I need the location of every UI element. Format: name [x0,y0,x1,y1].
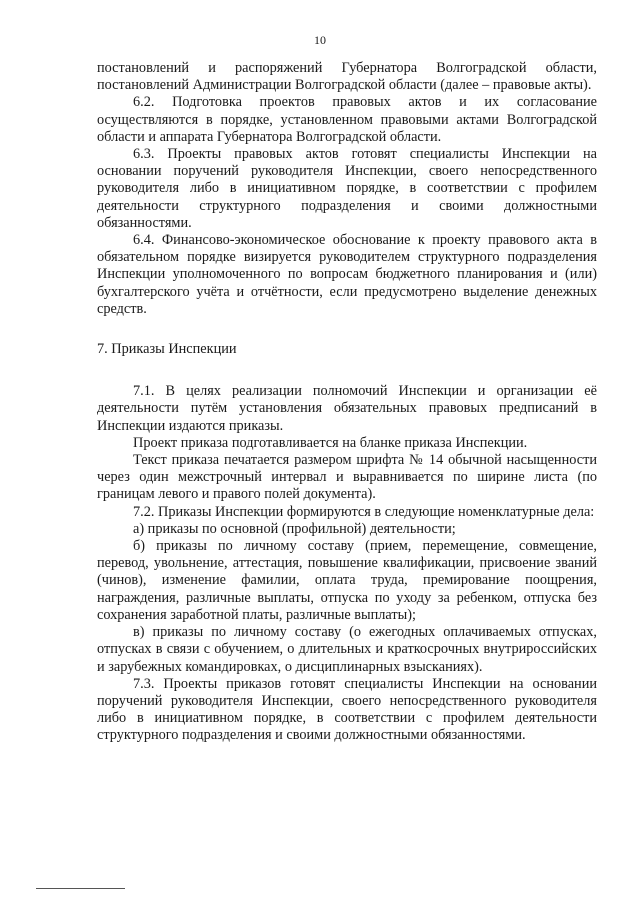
paragraph: 7.3. Проекты приказов готовят специалисты Инспекции на основании поручений руководителя Инспекции, своего непосредственного руководителя либо в инициативном порядке, в соответствии с профилем деятельности структурного подразделения и своими должностными обязанностями. [97,675,597,744]
footnote-separator [36,888,125,889]
list-item: а) приказы по основной (профильной) деятельности; [133,520,456,537]
list-item: в) приказы по личному составу (о ежегодных оплачиваемых отпусках, отпусках в связи с обучением, о длительных и краткосрочных внутрироссийских и зарубежных командировках, о дисциплинарных взысканиях). [97,624,597,675]
paragraph: Проект приказа подготавливается на бланке приказа Инспекции. [133,434,528,451]
section-heading: 7. Приказы Инспекции [97,341,237,358]
paragraph: 6.4. Финансово-экономическое обоснование к проекту правового акта в обязательном порядке визируется руководителем структурного подразделения Инспекции уполномоченного по вопросам бюджетного планирования и (или) бухгалтерского учёта и отчётности, если предусмотрено выделение денежных средств. [97,232,597,317]
paragraph: постановлений и распоряжений Губернатора Волгоградской области, постановлений Администрации Волгоградской области (далее – правовые акты). [97,60,597,94]
paragraph: Текст приказа печатается размером шрифта № 14 обычной насыщенности через один межстрочный интервал и выравнивается по ширине листа (по границам левого и правого полей документа). [97,452,597,503]
page-number: 10 [314,33,326,47]
document-body [97,60,597,745]
list-item: б) приказы по личному составу (прием, перемещение, совмещение, перевод, увольнение, аттестация, повышение квалификации, присвоение званий (чинов), изменение фамилии, оплата труда, премирование поощрения, награждения, различные выплаты, отпуска по уходу за ребенком, отпуска без сохранения заработной платы, различные выплаты); [97,538,597,623]
paragraph: 6.2. Подготовка проектов правовых актов и их согласование осуществляются в порядке, установленном правовыми актами Волгоградской области и аппарата Губернатора Волгоградской области. [97,94,597,145]
paragraph: 6.3. Проекты правовых актов готовят специалисты Инспекции на основании поручений руководителя Инспекции, своего непосредственного руководителя либо в инициативном порядке, в соответствии с профилем деятельности структурного подразделения и своими должностными обязанностями. [97,146,597,231]
paragraph: 7.2. Приказы Инспекции формируются в следующие номенклатурные дела: [133,503,595,520]
paragraph: 7.1. В целях реализации полномочий Инспекции и организации её деятельности путём установления обязательных правовых предписаний в Инспекции издаются приказы. [97,383,597,434]
